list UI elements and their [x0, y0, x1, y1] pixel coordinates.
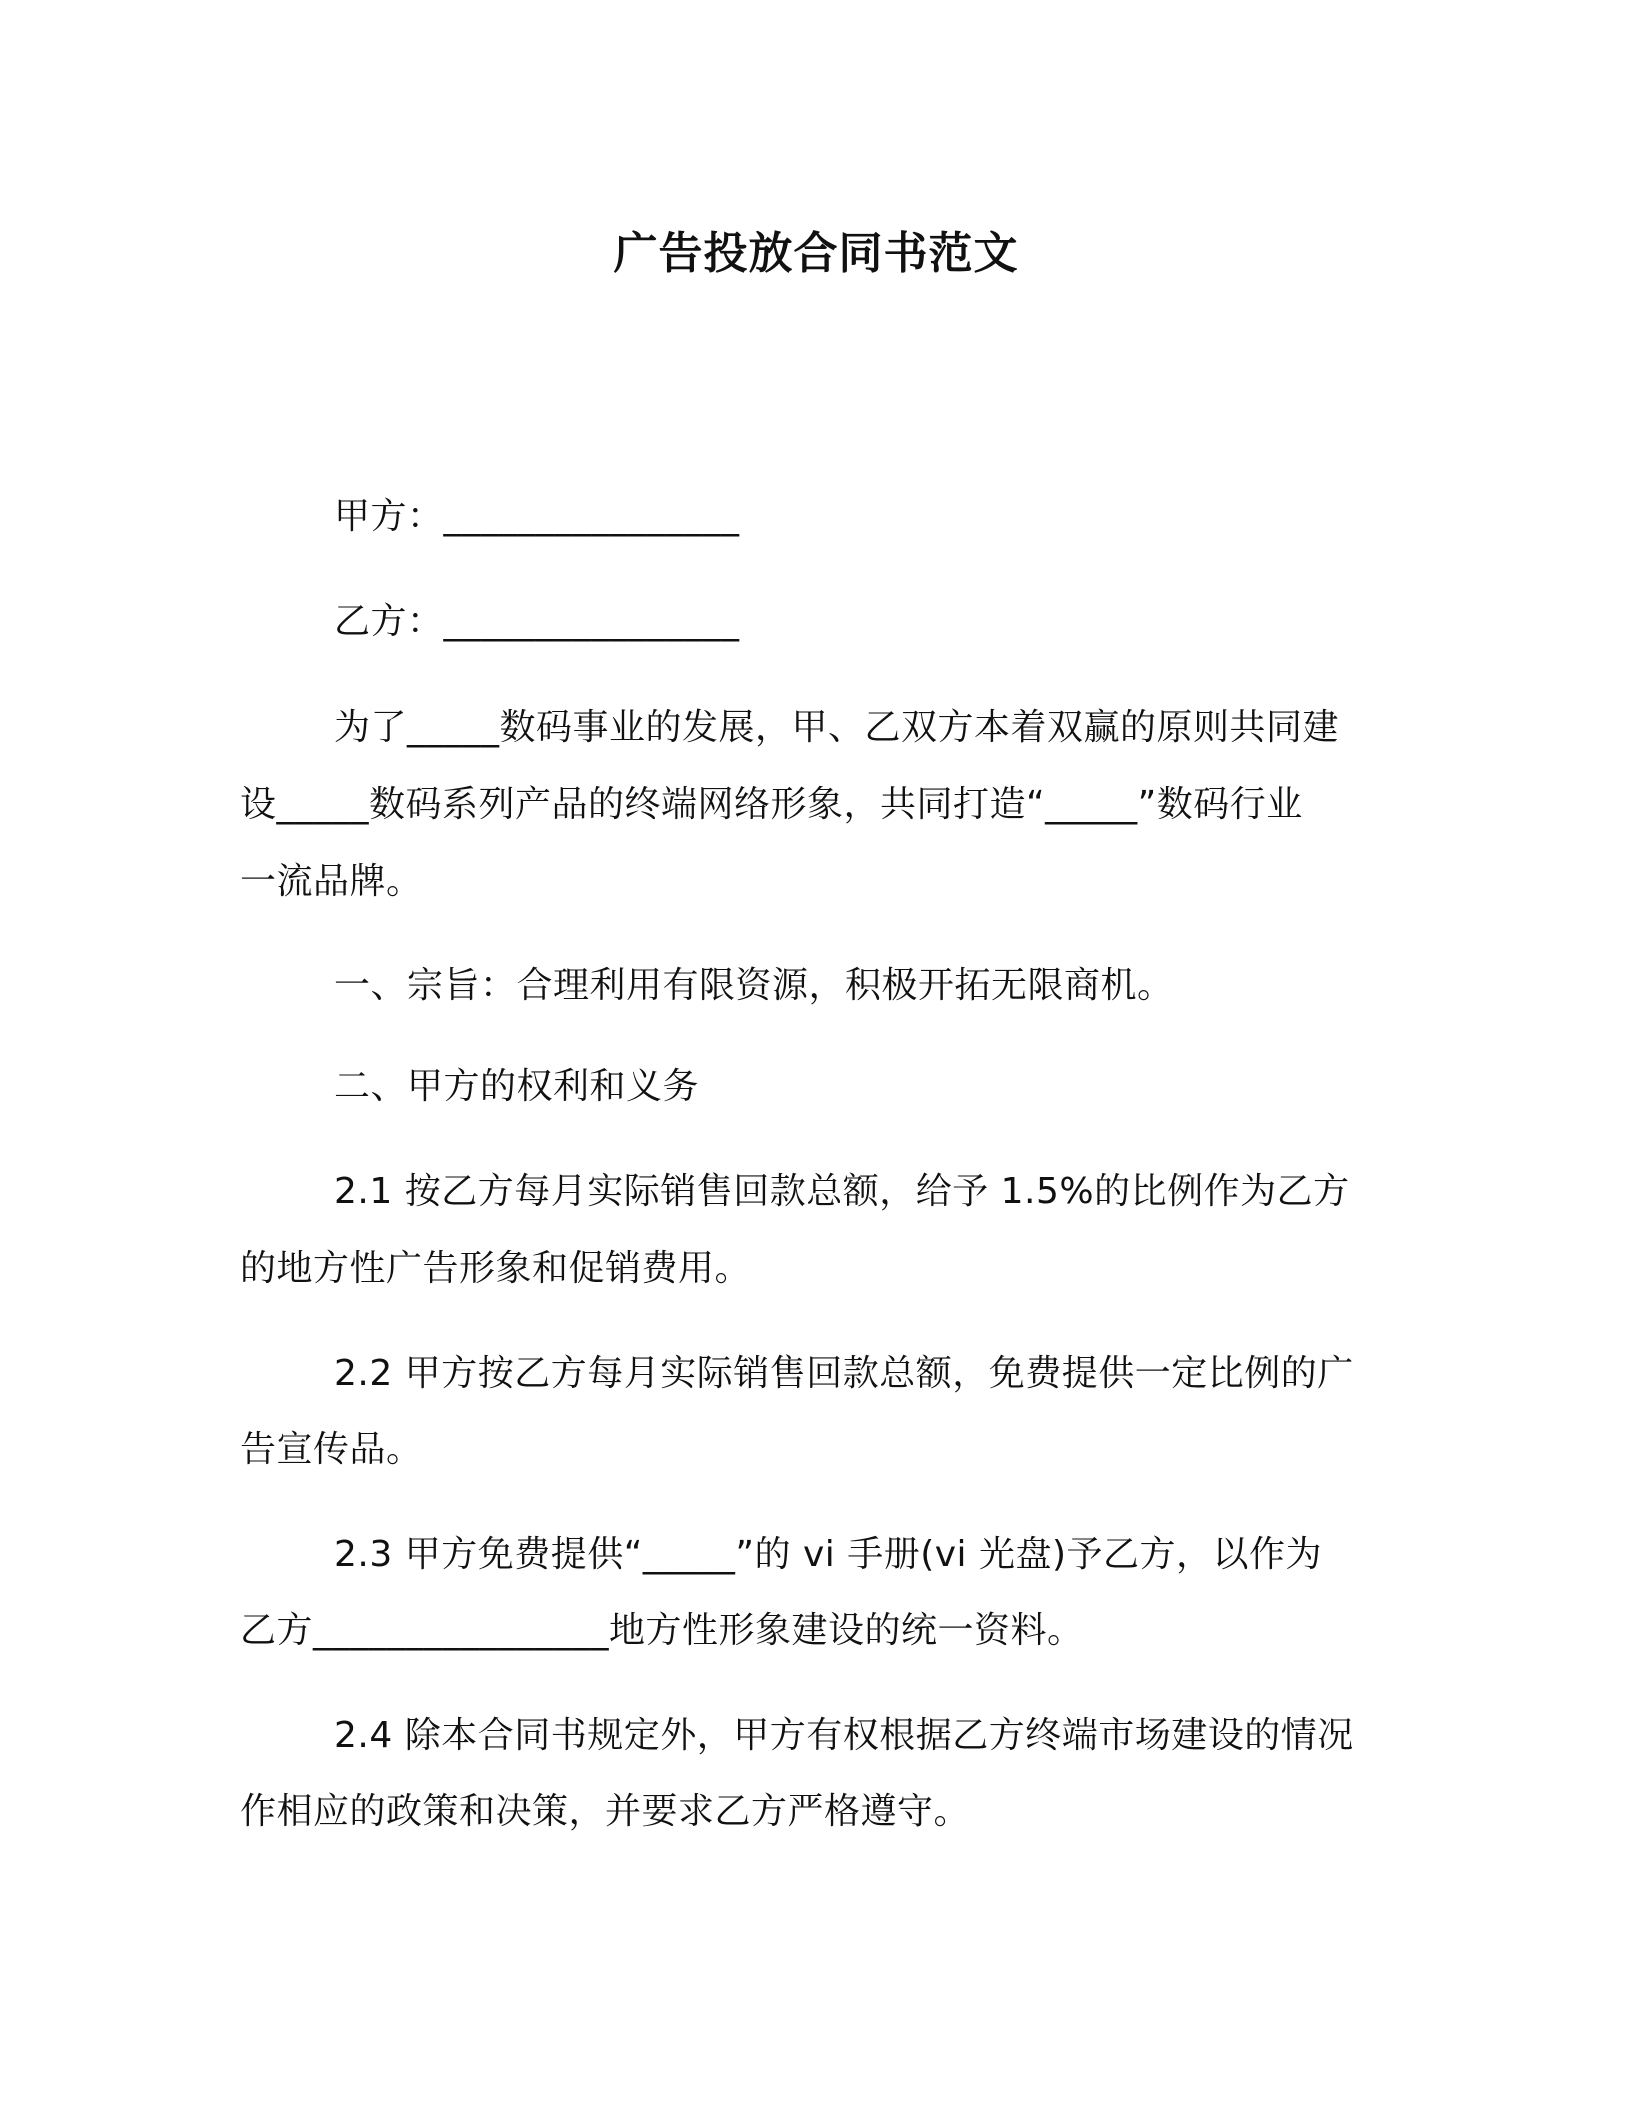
clause-2-4-line-1: 2.4 除本合同书规定外，甲方有权根据乙方终端市场建设的情况 [334, 1715, 1354, 1756]
clause-2-2-line-2: 告宣传品。 [240, 1429, 423, 1470]
section-2-heading: 二、甲方的权利和义务 [334, 1066, 700, 1107]
party-a-line: 甲方：________________ [334, 496, 740, 537]
clause-2-2-line-1: 2.2 甲方按乙方每月实际销售回款总额，免费提供一定比例的广 [334, 1353, 1354, 1394]
clause-2-1-line-1: 2.1 按乙方每月实际销售回款总额，给予 1.5%的比例作为乙方 [334, 1171, 1350, 1212]
intro-line-1: 为了_____数码事业的发展，甲、乙双方本着双赢的原则共同建 [334, 707, 1340, 748]
clause-2-3-line-2: 乙方________________地方性形象建设的统一资料。 [240, 1610, 1084, 1651]
document-title: 广告投放合同书范文 [613, 228, 1019, 279]
intro-line-2: 设_____数码系列产品的终端网络形象，共同打造“_____”数码行业 [240, 784, 1303, 825]
clause-2-1-line-2: 的地方性广告形象和促销费用。 [240, 1248, 752, 1289]
party-b-line: 乙方：________________ [334, 601, 740, 642]
clause-2-4-line-2: 作相应的政策和决策，并要求乙方严格遵守。 [240, 1791, 971, 1832]
clause-2-3-line-1: 2.3 甲方免费提供“_____”的 vi 手册(vi 光盘)予乙方，以作为 [334, 1534, 1323, 1575]
section-1-heading: 一、宗旨：合理利用有限资源，积极开拓无限商机。 [334, 965, 1174, 1006]
intro-line-3: 一流品牌。 [240, 861, 423, 902]
